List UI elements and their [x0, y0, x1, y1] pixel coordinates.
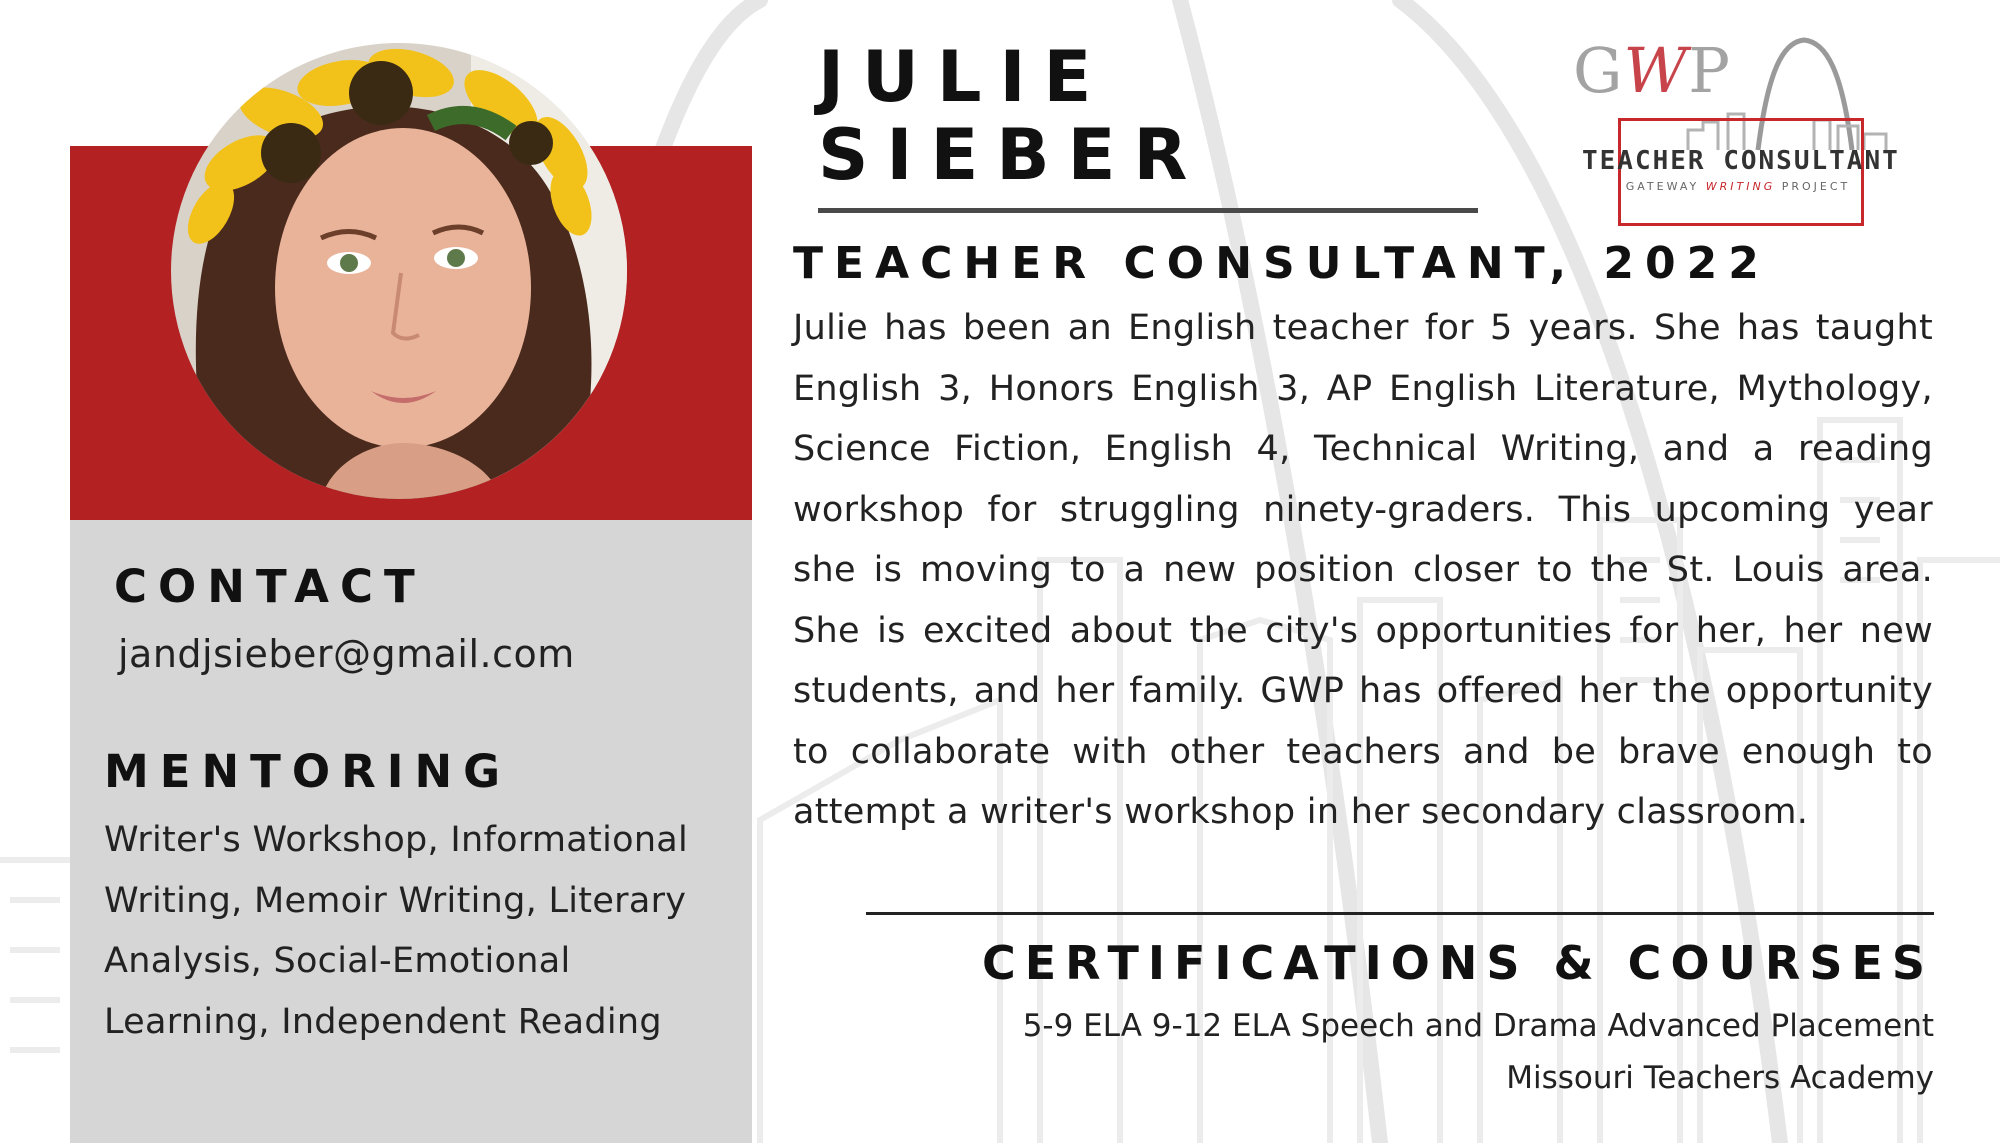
- person-name: [818, 38, 1205, 194]
- contact-heading: CONTACT: [114, 560, 426, 613]
- first-name: JULIE: [818, 36, 1110, 118]
- logo-subtitle-project: PROJECT: [1781, 180, 1851, 193]
- gwp-logo: [1568, 30, 1908, 230]
- logo-letter-w: W: [1623, 34, 1689, 107]
- logo-subtitle: [1582, 180, 1894, 193]
- role-title: TEACHER CONSULTANT, 2022: [793, 238, 1770, 289]
- certifications-line-1: 5-9 ELA 9-12 ELA Speech and Drama Advanced Placement: [1022, 1008, 1934, 1044]
- bio-paragraph: Julie has been an English teacher for 5 years. She has taught English 3, Honors English 3, AP English Literature, Mythology, Science Fiction, English 4, Technical Writing, and a reading workshop for struggling ninety-graders. This upcoming year she is moving to a new position closer to the St. Louis area. She is excited about the city's opportunities for her, her new students, and her family. GWP has offered her the opportunity to collaborate with other teachers and be brave enough to attempt a writer's workshop in her secondary classroom.: [793, 308, 1933, 832]
- logo-title: TEACHER CONSULTANT: [1582, 146, 1900, 176]
- logo-subtitle-gateway: GATEWAY: [1625, 180, 1700, 193]
- logo-letter-p: P: [1688, 34, 1731, 107]
- last-name: SIEBER: [818, 114, 1206, 196]
- name-divider: [818, 208, 1478, 213]
- gwp-letters: [1573, 34, 1731, 107]
- logo-subtitle-writing: WRITING: [1705, 180, 1776, 193]
- certifications-line-2: Missouri Teachers Academy: [1506, 1060, 1934, 1096]
- contact-email[interactable]: jandjsieber@gmail.com: [118, 632, 575, 676]
- mentoring-topics: Writer's Workshop, Informational Writing, Memoir Writing, Literary Analysis, Social-Emotional Learning, Independent Reading: [104, 820, 689, 1042]
- certifications-heading: CERTIFICATIONS & COURSES: [981, 936, 1934, 990]
- mentoring-heading: MENTORING: [104, 745, 512, 798]
- logo-letter-g: G: [1573, 34, 1624, 107]
- profile-photo: [171, 43, 627, 499]
- certifications-divider: [866, 912, 1934, 915]
